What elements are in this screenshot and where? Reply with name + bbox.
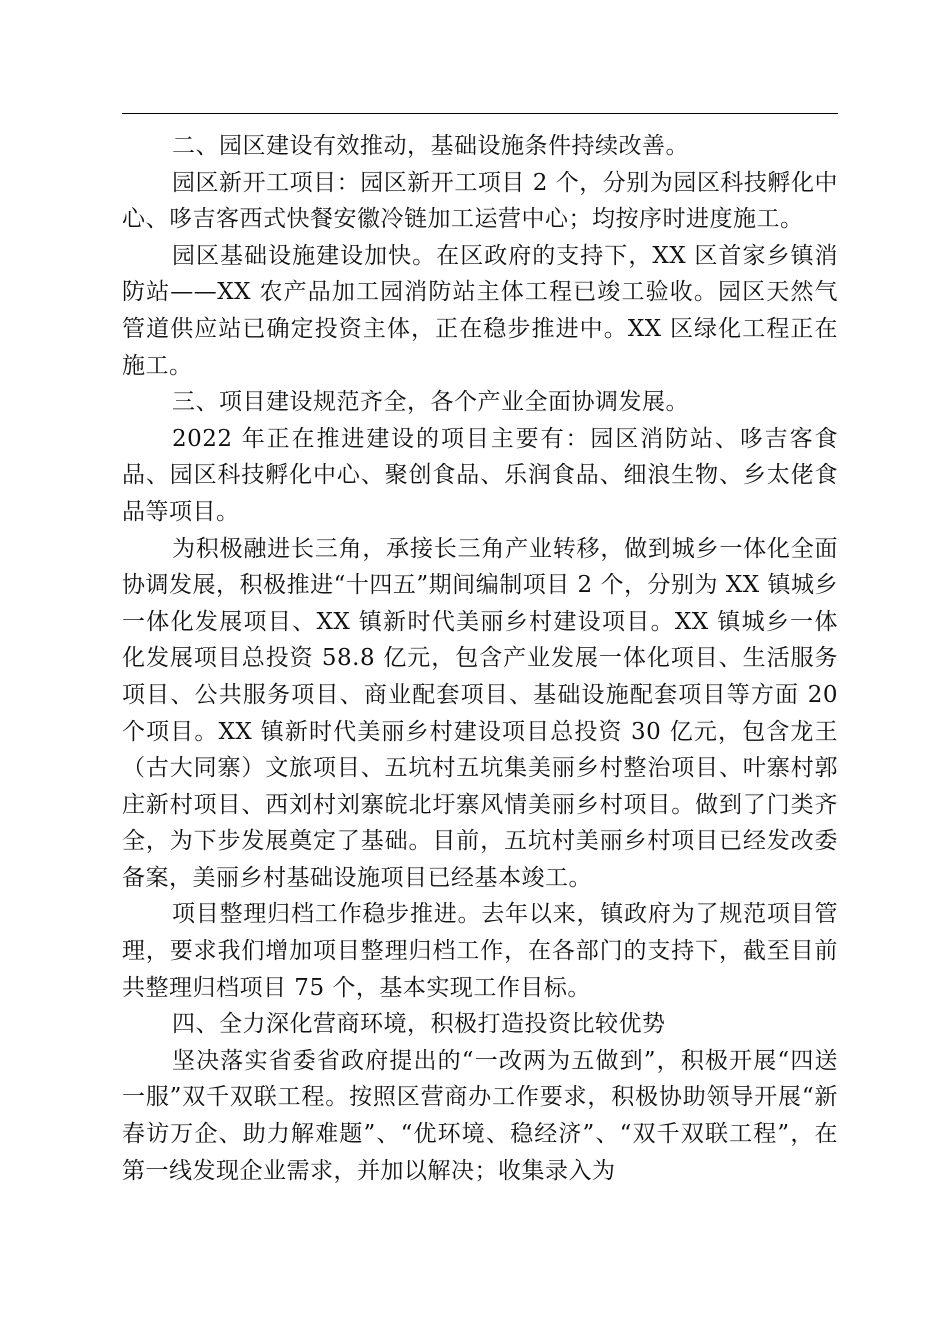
header-rule <box>122 113 838 114</box>
paragraph-business-environment: 坚决落实省委省政府提出的“一改两为五做到”，积极开展“四送一服”双千双联工程。按照区营商办工作要求，积极协助领导开展“新春访万企、助力解难题”、“优环境、稳经济”、“双千双联工程”，在第一线发现企业需求，并加以解决；收集录入为 <box>122 1047 838 1184</box>
section-heading-2: 二、园区建设有效推动，基础设施条件持续改善。 <box>172 133 689 159</box>
paragraph-infrastructure: 园区基础设施建设加快。在区政府的支持下，XX 区首家乡镇消防站——XX 农产品加工园消防站主体工程已竣工验收。园区天然气管道供应站已确定投资主体，正在稳步推进中。XX 区绿化工程正在施工。 <box>122 242 838 379</box>
paragraph-new-projects: 园区新开工项目：园区新开工项目 2 个，分别为园区科技孵化中心、哆吉客西式快餐安徽冷链加工运营中心；均按序时进度施工。 <box>122 169 838 233</box>
paragraph-yangtze-delta: 为积极融进长三角，承接长三角产业转移，做到城乡一体化全面协调发展，积极推进“十四五”期间编制项目 2 个，分别为 XX 镇城乡一体化发展项目、XX 镇新时代美丽乡村建设项目。XX 镇城乡一体化发展项目总投资 58.8 亿元，包含产业发展一体化项目、生活服务项目、公共服务项目、商业配套项目、基础设施配套项目等方面 20 个项目。XX 镇新时代美丽乡村建设项目总投资 30 亿元，包含龙王（古大同寨）文旅项目、五坑村五坑集美丽乡村整治项目、叶寨村郭庄新村项目、西刘村刘寨皖北圩寨风情美丽乡村项目。做到了门类齐全，为下步发展奠定了基础。目前，五坑村美丽乡村项目已经发改委备案，美丽乡村基础设施项目已经基本竣工。 <box>122 535 838 891</box>
paragraph-2022-projects: 2022 年正在推进建设的项目主要有：园区消防站、哆吉客食品、园区科技孵化中心、聚创食品、乐润食品、细浪生物、乡太佬食品等项目。 <box>122 425 838 525</box>
document-body <box>122 128 838 1189</box>
section-heading-4: 四、全力深化营商环境，积极打造投资比较优势 <box>172 1011 666 1038</box>
paragraph-archiving: 项目整理归档工作稳步推进。去年以来，镇政府为了规范项目管理，要求我们增加项目整理归档工作，在各部门的支持下，截至目前共整理归档项目 75 个，基本实现工作目标。 <box>122 901 838 1001</box>
section-heading-3: 三、项目建设规范齐全，各个产业全面协调发展。 <box>172 389 689 416</box>
